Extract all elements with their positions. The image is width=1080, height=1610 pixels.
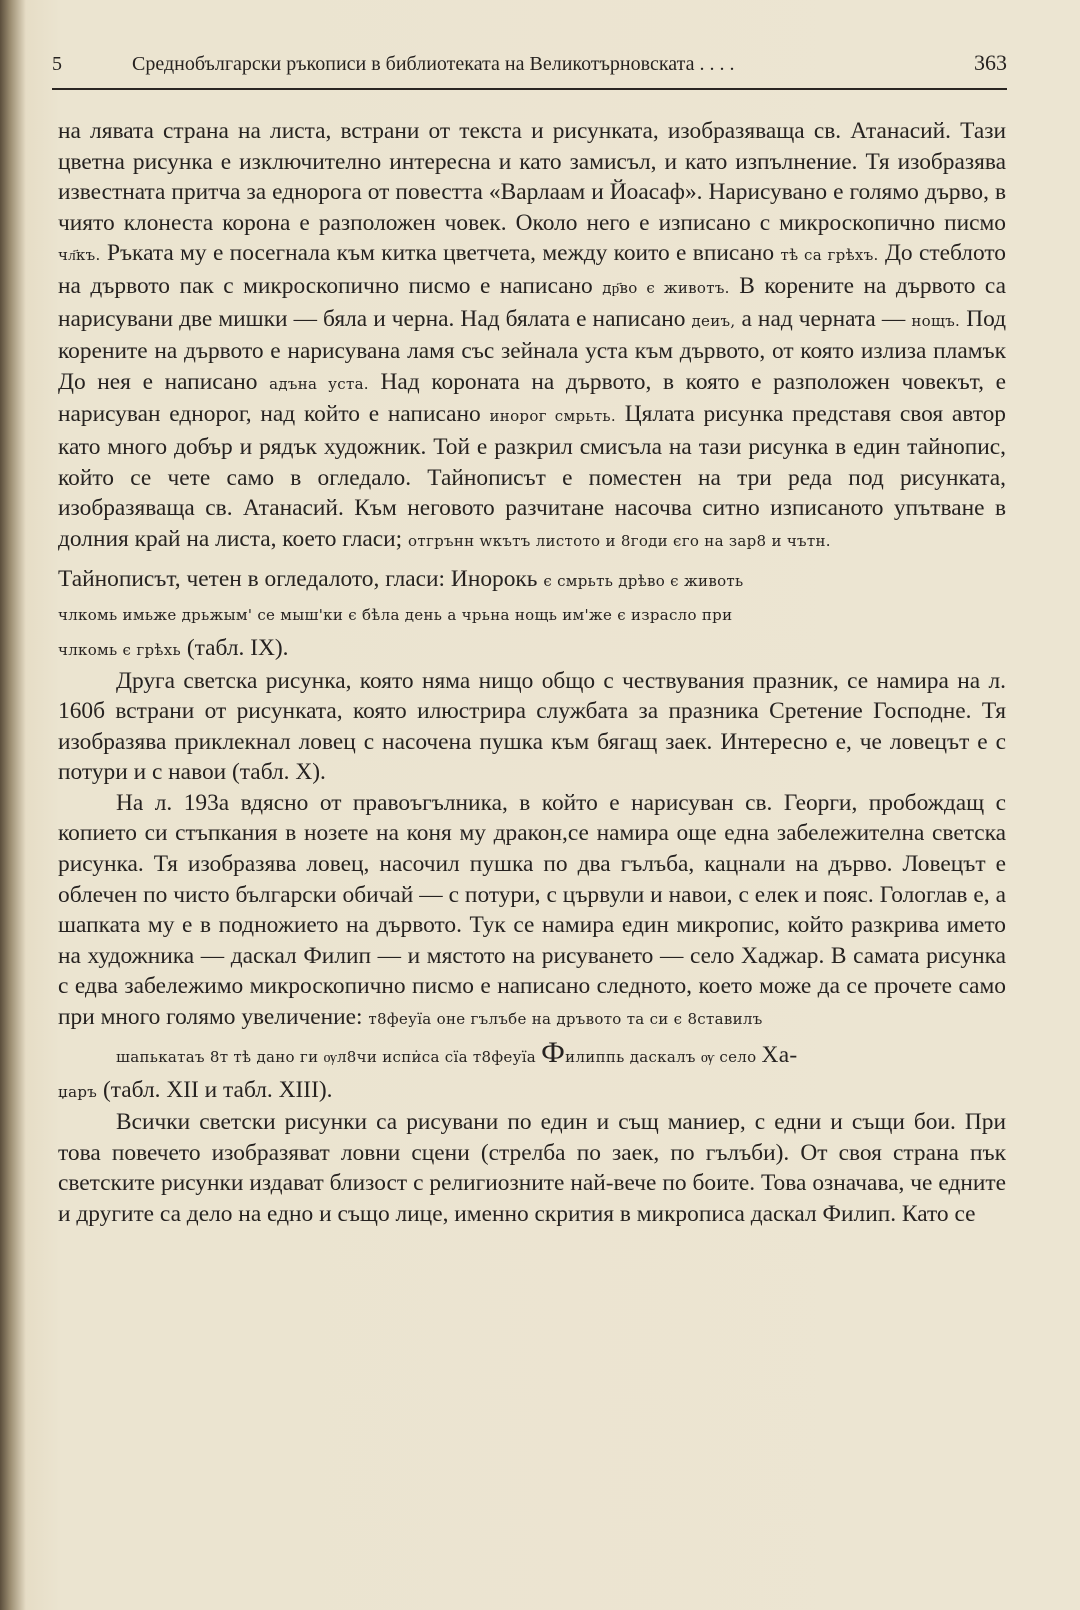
cryptogram-line-2: члкомь имьже дрьжым' се мыш'ки є бѣла день а чрьна нощь им'же є израсло при [58, 605, 733, 624]
p1-text-c: До стеблото на дървото пак с микроскопично писмо е написано [58, 240, 1006, 299]
microscript-initial-f: Ф [541, 1035, 566, 1069]
microscript-line-1: т8феуїа оне гълъбе на дръвото та си є 8ставилъ [368, 1010, 763, 1029]
p1-text-d: В корените на дървото са нарисувани две мишки — бяла и черна. Над бялата е написано [58, 272, 1006, 332]
microscript-line-2-text: шапькатаъ 8т тѣ дано ги ѹл8чи испи̇са сїа т8феуїа [116, 1047, 537, 1066]
p1-text-i: Тайнописът, четен в огледалото, гласи: [58, 566, 446, 593]
paragraph-1 [58, 116, 1006, 666]
old-slavonic-instruction: отгрънн wкътъ листото и 8годи єго на зар8 и чътн. [408, 531, 831, 550]
p1-text-h: Цялата рисунка представя своя автор като много добър и рядък художник. Той е разкрил смисъла на тази рисунка в един тайнопис, който се чете само в огледало. Тайнописът е поместен на три реда под рисунката, изобразяваща св. Атанасий. Към неговото разчитане насочва ситно изписаното упътване в долния край на листа, което гласи; [58, 401, 1006, 552]
microscript-line-2-tail: илиппь даскалъ ѹ село [565, 1047, 757, 1066]
cryptogram-first-word: Инорокь [450, 566, 538, 593]
old-slavonic-inscription: адъна уста. [269, 374, 369, 393]
body-text [58, 116, 1006, 1230]
running-header [52, 50, 1007, 84]
old-slavonic-inscription: тѣ са грѣхъ. [780, 246, 879, 265]
p1-text-b: Ръката му е посегнала към китка цветчета, между които е вписано [106, 240, 775, 267]
p1-text-j: (табл. IX). [186, 634, 289, 661]
running-title: Среднобългарски ръкописи в библиотеката на Великотърновската . . . . [132, 53, 735, 75]
p1-text-g: Над короната на дървото, в която е разположен човекът, е нарисуван еднорог, над който е написано [58, 368, 1007, 428]
old-slavonic-inscription: нощъ. [911, 311, 961, 330]
microscript-line-2-end: Ха- [761, 1041, 798, 1068]
p1-text-a: на лявата страна на листа, встрани от текста и рисунката, изобразяваща св. Атанасий. Тази цветна рисунка е изключително интересна и като замисъл, и като изпълнение. Тя изобразява известната притча за еднорога от повестта «Варлаам и Йоасаф». Нарисувано е голямо дърво, в чиято клонеста корона е разположен човек. Около него е изписано с микроскопично писмо [58, 118, 1006, 236]
p3-text-b: (табл. XII и табл. XIII). [103, 1076, 333, 1103]
p1-text-f: Под корените на дървото е нарисувана ламя със зейнала уста към дървото, от която излиза пламък До нея е написано [58, 305, 1007, 395]
p3-text-a: На л. 193а вдясно от правоъгълника, в който е нарисуван св. Георги, пробождащ с копието си стъпкания в нозете на коня му дракон,се намира още една забележителна светска рисунка. Тя изобразява ловец, насочил пушка по два гълъба, кацнали на дърво. Ловецът е облечен по чисто български обичай — с потури, с цървули и навои, с елек и пояс. Гологлав е, а шапката му е в подножието на дървото. Тук се намира един микропис, който разкрива името на художника — даскал Филип — и мястото на рисуването — село Хаджар. В самата рисунка с едва забележимо микроскопично писмо е написано следното, което може да се прочете само при много голямо увеличение: [58, 789, 1006, 1031]
old-slavonic-inscription: деиъ, [691, 311, 736, 330]
header-rule [52, 88, 1007, 90]
microscript-line-3: џаръ [58, 1082, 98, 1101]
page-number: 363 [974, 50, 1007, 75]
microscript-line-2 [58, 1035, 1006, 1075]
p1-text-e: а над черната — [741, 305, 906, 332]
paragraph-3 [58, 788, 1006, 1107]
paragraph-4: Всички светски рисунки са рисувани по един и същ маниер, с едни и същи бои. При това повечето изобразяват ловни сцени (стрелба по заек, по гълъби). От своя страна пък светските рисунки издават близост с религиозните най-вече по боите. Това означава, че едните и другите са дело на едно и също лице, именно скрития в микрописа даскал Филип. Като се [58, 1109, 1006, 1227]
cryptogram-line-1: є смрьть дрѣво є животь [543, 572, 744, 591]
cryptogram-line-3: члкомь є грѣхь [58, 640, 181, 659]
old-slavonic-inscription: инорог смрьть. [489, 407, 616, 426]
old-slavonic-inscription: чл҃къ. [58, 246, 101, 265]
page-section-number: 5 [52, 53, 62, 75]
paragraph-2: Друга светска рисунка, която няма нищо общо с чествувания празник, се намира на л. 160б встрани от рисунката, която илюстрира службата за празника Сретение Господне. Тя изобразява приклекнал ловец с насочена пушка към бягащ заек. Интересно е, че ловецът е с потури и с навои (табл. Х). [58, 667, 1006, 786]
old-slavonic-inscription: др҃во є животъ. [602, 278, 730, 297]
